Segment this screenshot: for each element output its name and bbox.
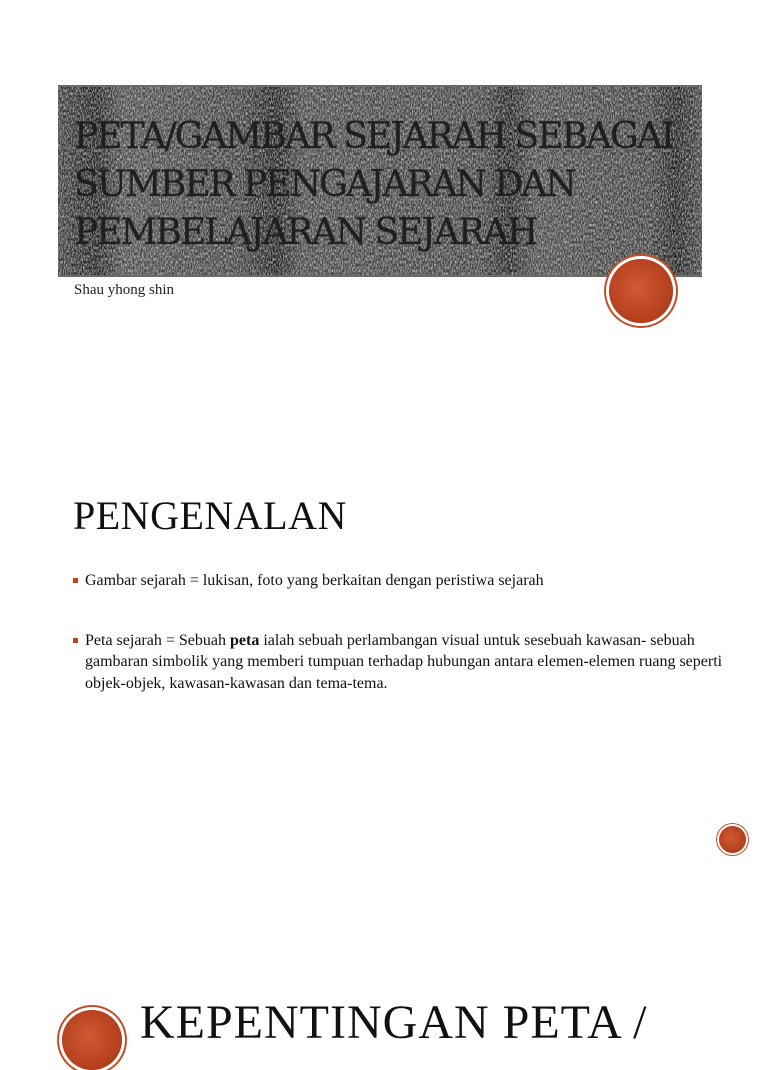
bullet-marker xyxy=(73,638,78,643)
bullet-list xyxy=(73,570,733,694)
bullet-text-suffix: ialah sebuah perlambangan visual untuk sesebuah kawasan- sebuah gambaran simbolik yang memberi tumpuan terhadap hubungan antara elemen-elemen ruang seperti objek-objek, kawasan-kawasan dan tema-tema. xyxy=(85,631,723,692)
slide3-title: KEPENTINGAN PETA / xyxy=(140,996,648,1049)
section-heading: PENGENALAN xyxy=(73,493,347,538)
bullet-marker xyxy=(73,578,78,583)
bullet-bold-term: peta xyxy=(229,631,260,649)
decorative-circle xyxy=(719,826,746,853)
list-item xyxy=(73,630,733,695)
presentation-title: PETA/GAMBAR SEJARAH SEBAGAI SUMBER PENGAJARAN DAN PEMBELAJARAN SEJARAH xyxy=(74,116,673,253)
list-item xyxy=(73,570,733,592)
decorative-circle xyxy=(609,259,673,323)
bullet-text: Gambar sejarah = lukisan, foto yang berkaitan dengan peristiwa sejarah xyxy=(85,572,544,589)
title-banner xyxy=(58,85,702,277)
bullet-text-prefix: Peta sejarah = Sebuah xyxy=(85,631,230,649)
author-name: Shau yhong shin xyxy=(74,282,175,298)
decorative-circle xyxy=(62,1010,122,1070)
